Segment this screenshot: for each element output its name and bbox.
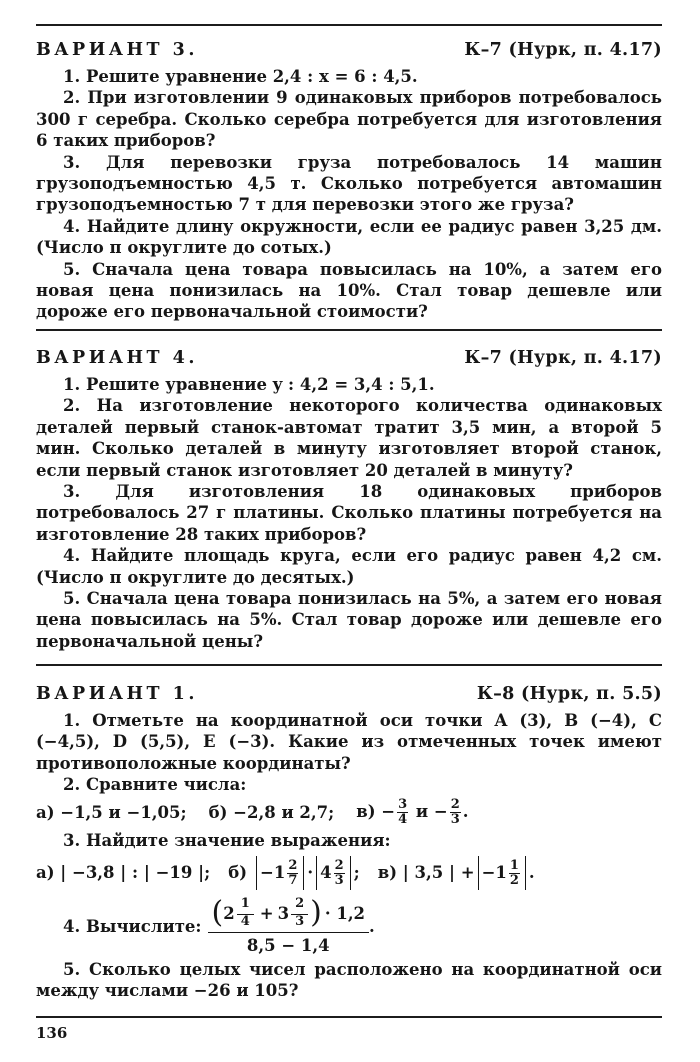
- task-4-expression: ( 2 $\frac{1}{4}$ + 3 $\frac{2}{3}$ ) · 1,2 8,5 − 1,4: [208, 897, 370, 956]
- v1-task-3-c: в) | 3,5 | + −1 $\frac{1}{2}$ .: [378, 856, 535, 890]
- v1-task-2-c: в) − $\frac{3}{4}$ и − $\frac{2}{3}$ .: [356, 797, 469, 828]
- variant-1-header: [36, 684, 662, 710]
- rule-2: [36, 329, 662, 331]
- v1-task-5: 5. Сколько целых чисел расположено на координатной оси между числами −26 и 105?: [36, 960, 662, 1001]
- variant-3-ref: К–7 (Нурк, п. 4.17): [464, 40, 662, 60]
- rule-3: [36, 664, 662, 666]
- v3-task-4: 4. Найдите длину окружности, если ее радиус равен 3,25 дм. (Число π округлите до сотых.): [36, 216, 662, 258]
- v3-task-2: 2. При изготовлении 9 одинаковых приборов потребовалось 300 г серебра. Сколько серебра потребуется для изготовления 6 таких приборов?: [36, 88, 662, 151]
- v1-task-2-b: б) −2,8 и 2,7;: [208, 802, 335, 822]
- v1-task-2-label: 2. Сравните числа:: [63, 775, 247, 795]
- v4-task-1: 1. Решите уравнение y : 4,2 = 3,4 : 5,1.: [63, 375, 435, 394]
- v1-task-3-a: а) | −3,8 | : | −19 |;: [36, 863, 211, 883]
- variant-1-ref: К–8 (Нурк, п. 5.5): [476, 684, 662, 704]
- v1-task-2-options: [36, 796, 662, 830]
- variant-1-section: [36, 684, 662, 1002]
- variant-3-header: [36, 40, 662, 66]
- variant-3-title: ВАРИАНТ 3.: [36, 40, 198, 60]
- top-rule: [36, 24, 662, 26]
- fraction: $\frac{3}{4}$: [398, 797, 408, 828]
- v1-task-4: 4. Вычислите: ( 2 $\frac{1}{4}$ + 3 $\frac{2}{3}$ ) · 1,2 8,5 − 1,4 .: [63, 895, 375, 956]
- fraction: $\frac{2}{3}$: [450, 797, 460, 828]
- v1-task-3-b: б) −1 $\frac{2}{7}$ · 4 $\frac{2}{3}$ ;: [228, 856, 360, 890]
- v1-task-3-label: 3. Найдите значение выражения:: [63, 830, 391, 850]
- variant-4-section: [36, 348, 662, 652]
- v1-task-2-a: а) −1,5 и −1,05;: [36, 802, 187, 822]
- v1-task-4-label: 4. Вычислите:: [63, 917, 202, 937]
- variant-1-title: ВАРИАНТ 1.: [36, 684, 198, 704]
- v3-task-1: 1. Решите уравнение 2,4 : x = 6 : 4,5.: [63, 67, 418, 86]
- v1-task-1: 1. Отметьте на координатной оси точки A (3), B (−4), C (−4,5), D (5,5), E (−3). Какие из отмеченных точек имеют противоположные координаты?: [36, 711, 662, 773]
- page-number: 136: [36, 1024, 68, 1042]
- variant-4-title: ВАРИАНТ 4.: [36, 348, 198, 368]
- v4-task-3: 3. Для изготовления 18 одинаковых приборов потребовалось 27 г платины. Сколько платины потребуется на изготовление 28 таких приборов?: [36, 482, 662, 544]
- v1-task-3-options: [36, 851, 662, 895]
- v4-task-2: 2. На изготовление некоторого количества одинаковых деталей первый станок-автомат тратит 3,5 мин, а второй 5 мин. Сколько деталей в минуту изготовляет второй станок, если первый станок изготовляет 20 деталей в минуту?: [36, 396, 662, 480]
- v3-task-5: 5. Сначала цена товара повысилась на 10%, а затем его новая цена понизилась на 10%. Стал товар дешевле или дороже его первоначальной стоимости?: [36, 259, 662, 322]
- v4-task-4: 4. Найдите площадь круга, если его радиус равен 4,2 см. (Число π округлите до десятых.): [36, 546, 662, 587]
- variant-3-section: [36, 40, 662, 323]
- v3-task-3: 3. Для перевозки груза потребовалось 14 машин грузоподъемностью 4,5 т. Сколько потребуется автомашин грузоподъемностью 7 т для перевозки этого же груза?: [36, 152, 662, 215]
- bottom-rule: [36, 1016, 662, 1018]
- variant-4-ref: К–7 (Нурк, п. 4.17): [464, 348, 662, 368]
- variant-4-header: [36, 348, 662, 374]
- v4-task-5: 5. Сначала цена товара понизилась на 5%, а затем его новая цена повысилась на 5%. Стал товар дороже или дешевле его первоначальной цены?: [36, 589, 662, 651]
